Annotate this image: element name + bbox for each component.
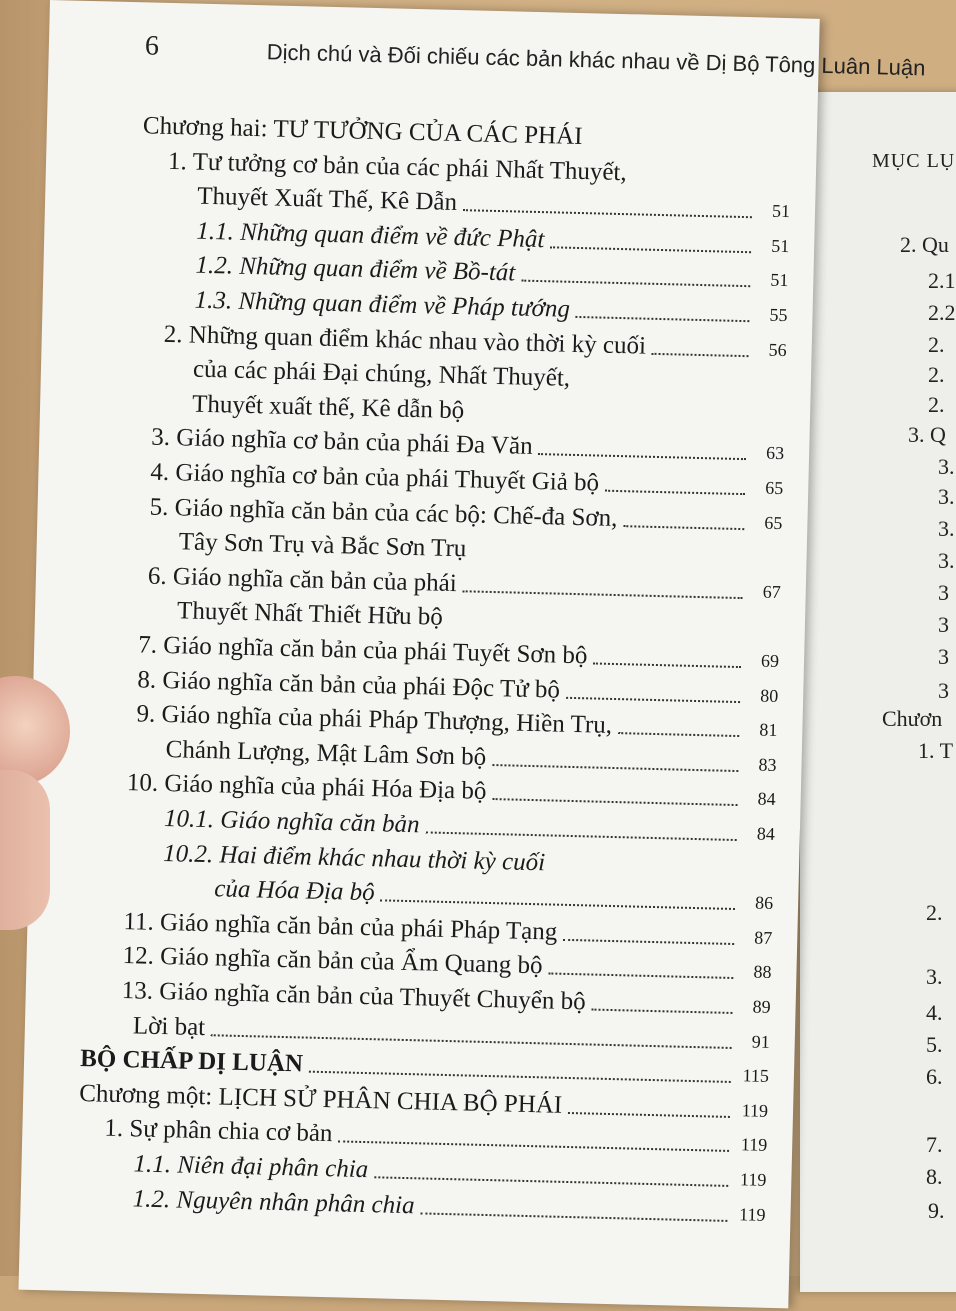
toc-entry-title: 1. Sự phân chia cơ bản [104,1115,333,1148]
dot-leader [521,280,750,288]
dot-leader [338,1141,729,1153]
toc-page-number: 67 [762,581,782,602]
toc-entry-title: 1.2. Những quan điểm về Bồ-tát [195,252,516,287]
dot-leader [605,490,745,495]
facing-page-line: 4. [926,1000,943,1025]
toc-page-number: 119 [741,1100,769,1121]
dot-leader [309,1071,731,1083]
facing-page-line: 3. [938,484,955,509]
toc-entry-title: của Hóa Địa bộ [213,875,376,907]
facing-page-line: 7. [926,1132,943,1157]
facing-page-line: 2.2 [928,300,956,325]
dot-leader [623,525,744,530]
toc-entry-title: 9. Giáo nghĩa của phái Pháp Thượng, Hiền Trụ, [136,700,613,740]
dot-leader [548,973,733,980]
toc-page-number: 65 [765,477,784,499]
facing-page-line: 3 [938,644,949,669]
facing-page-header: MỤC LỤ [872,150,956,172]
toc-page-number: 88 [753,961,772,983]
facing-page-line: 1. T [918,738,954,763]
running-header: Dịch chú và Đối chiếu các bản khác nhau về Dị Bộ Tông Luân Luận [266,39,926,81]
dot-leader [463,209,752,218]
dot-leader [380,900,735,911]
facing-page-line: 3. Q [908,422,946,447]
facing-page-line: 6. [926,1064,943,1089]
dot-leader [576,316,750,322]
toc-entry-title: Chương hai: TƯ TƯỞNG CỦA CÁC PHÁI [142,112,583,151]
dot-leader [374,1176,728,1187]
toc-entry-title: 10.1. Giáo nghĩa căn bản [163,805,420,839]
toc-entry-title: Thuyết xuất thế, Kê dẫn bộ [191,390,465,425]
toc-page-number: 51 [770,235,790,256]
toc-entry-title: Lời bạt [132,1011,206,1041]
toc-entry-title: Thuyết Nhất Thiết Hữu bộ [176,597,444,632]
toc-page-number: 119 [738,1203,766,1225]
toc-entry-title: của các phái Đại chúng, Nhất Thuyết, [192,355,571,393]
toc-entry-title: Thuyết Xuất Thế, Kê Dẫn [196,182,458,217]
dot-leader [211,1034,732,1049]
facing-page-line: 5. [926,1032,943,1057]
dot-leader [550,246,751,253]
toc-entry-title: Chương một: LỊCH SỬ PHÂN CHIA BỘ PHÁI [78,1079,563,1119]
facing-page-line: 8. [926,1164,943,1189]
toc-page-number: 63 [765,443,785,464]
toc-entry-title: 5. Giáo nghĩa căn bản của các bộ: Chế-đa Sơn, [149,493,618,532]
toc-entry-title: 6. Giáo nghĩa căn bản của phái [147,562,458,597]
facing-page-line: 3. [926,964,943,989]
facing-page-line: 2. [928,362,945,387]
toc-page-number: 81 [759,719,778,741]
dot-leader [492,798,737,806]
toc-page-number: 84 [757,788,776,810]
toc-entry-title: 2. Những quan điểm khác nhau vào thời kỳ cuối [163,320,647,360]
finger [0,770,50,930]
toc-page-number: 91 [751,1031,771,1052]
toc-entry-title: 10. Giáo nghĩa của phái Hóa Địa bộ [126,769,487,806]
facing-page-line: 9. [928,1198,945,1223]
facing-page-line: 3 [938,612,949,637]
dot-leader [492,764,738,772]
facing-page-line: 2. [928,392,945,417]
toc-entry-title: 1.2. Nguyên nhân phân chia [132,1184,415,1219]
facing-page-line: Chươn [882,706,943,731]
dot-leader [538,453,746,460]
dot-leader [593,662,741,668]
toc-page-number: 80 [759,685,779,706]
toc-entry-title: 10.2. Hai điểm khác nhau thời kỳ cuối [162,839,546,876]
facing-page-line: 3 [938,580,949,605]
dot-leader [618,732,739,737]
toc-page-number: 119 [740,1134,768,1156]
facing-page-line: 3. [938,454,955,479]
toc-page-number: 87 [754,927,773,948]
toc-page-number: 51 [770,270,789,291]
toc-entry-title: Chánh Lượng, Mật Lâm Sơn bộ [165,735,487,771]
facing-page-line: 2.1 [928,268,956,293]
facing-page-line: 3. [938,548,955,573]
dot-leader [463,590,743,599]
toc-page-number: 83 [758,754,777,775]
toc-entry-title: 1.3. Những quan điểm về Pháp tướng [194,286,571,323]
toc-page-number: 65 [764,512,783,533]
toc-entry-title: 1.1. Niên đại phân chia [133,1150,369,1184]
facing-page-line: 3 [938,678,949,703]
toc-entry-title: 12. Giáo nghĩa căn bản của Ẩm Quang bộ [122,942,543,980]
toc-page-number: 86 [754,892,774,914]
toc-entry-title: BỘ CHẤP DỊ LUẬN [79,1045,304,1078]
toc-entry-title: 7. Giáo nghĩa căn bản của phái Tuyết Sơn bộ [137,631,588,670]
dot-leader [591,1009,732,1014]
toc-entry-title: 8. Giáo nghĩa căn bản của phái Độc Tử bộ [137,665,561,704]
toc-page-number: 115 [742,1065,770,1087]
facing-page-line: 2. Qu [900,232,949,257]
toc-page-number: 119 [739,1169,767,1190]
toc-page-number: 56 [768,339,787,360]
dot-leader [566,696,740,702]
dot-leader [425,831,736,841]
toc-page-number: 69 [760,650,780,672]
toc-entry-title: 3. Giáo nghĩa cơ bản của phái Đa Văn [151,424,533,461]
facing-page-line: 2. [926,900,943,925]
toc-entry-title: 1.1. Những quan điểm về đức Phật [196,217,545,253]
toc-page-number: 51 [771,200,791,222]
toc-entry-title: 13. Giáo nghĩa căn bản của Thuyết Chuyển bộ [121,977,587,1016]
toc-entry-title: 11. Giáo nghĩa căn bản của phái Pháp Tạng [123,907,558,946]
facing-page [800,92,956,1292]
dot-leader [420,1212,727,1222]
toc-entry-title: Tây Sơn Trụ và Bắc Sơn Trụ [178,528,467,563]
dot-leader [563,939,734,945]
toc-page-number: 55 [769,304,788,326]
toc-page-number: 84 [756,823,776,844]
toc-entry-title: 1. Tư tưởng cơ bản của các phái Nhất Thuyết, [167,147,628,186]
toc-page-number: 89 [752,996,771,1017]
dot-leader [652,352,749,356]
facing-page-line: 3. [938,516,955,541]
dot-leader [568,1112,730,1118]
page-number: 6 [144,30,160,62]
toc-entry-title: 4. Giáo nghĩa cơ bản của phái Thuyết Giả bộ [150,458,600,497]
facing-page-line: 2. [928,332,945,357]
